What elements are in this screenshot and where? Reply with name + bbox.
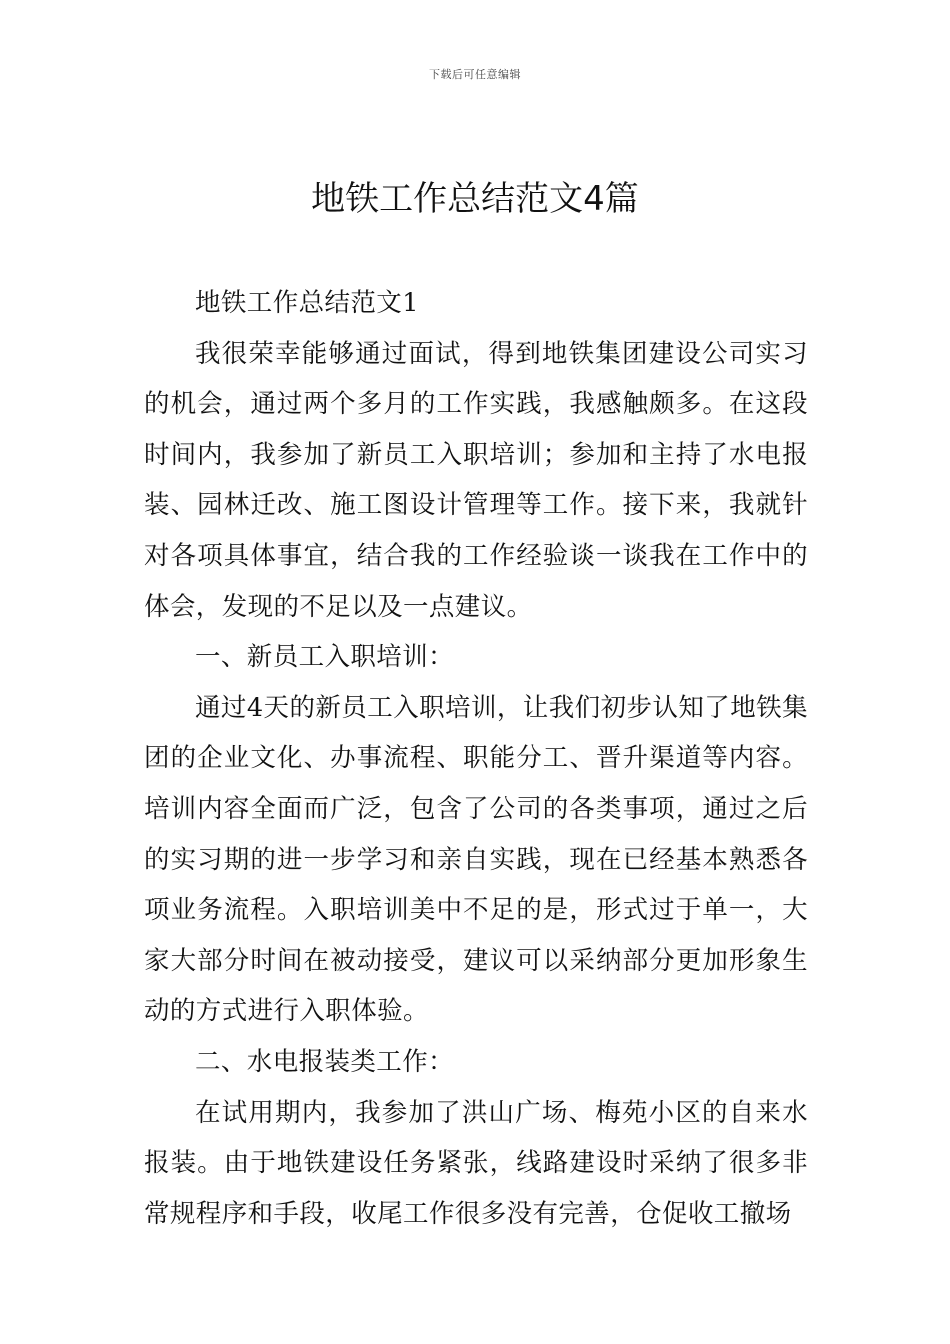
subsection-heading-training: 一、新员工入职培训： — [195, 642, 455, 673]
header-note: 下载后可任意编辑 — [429, 68, 521, 81]
section-heading-1: 地铁工作总结范文1 — [195, 288, 419, 318]
subsection-heading-utilities: 二、水电报装类工作： — [195, 1046, 455, 1077]
body-paragraph: 我很荣幸能够通过面试，得到地铁集团建设公司实习的机会，通过两个多月的工作实践，我感触颇多。在这段时间内，我参加了新员工入职培训；参加和主持了水电报装、园林迁改、施工图设计管理等工作。接下来，我就针对各项具体事宜，结合我的工作经验谈一谈我在工作中的体会，发现的不足以及一点建议。 — [144, 338, 808, 622]
document-body — [144, 278, 808, 1239]
document-title: 地铁工作总结范文4篇 — [311, 179, 639, 219]
body-paragraph: 通过4天的新员工入职培训，让我们初步认知了地铁集团的企业文化、办事流程、职能分工、晋升渠道等内容。培训内容全面而广泛，包含了公司的各类事项，通过之后的实习期的进一步学习和亲自实践，现在已经基本熟悉各项业务流程。入职培训美中不足的是，形式过于单一，大家大部分时间在被动接受，建议可以采纳部分更加形象生动的方式进行入职体验。 — [144, 692, 808, 1027]
body-paragraph: 在试用期内，我参加了洪山广场、梅苑小区的自来水报装。由于地铁建设任务紧张，线路建设时采纳了很多非常规程序和手段，收尾工作很多没有完善，仓促收工撤场 — [144, 1097, 808, 1229]
